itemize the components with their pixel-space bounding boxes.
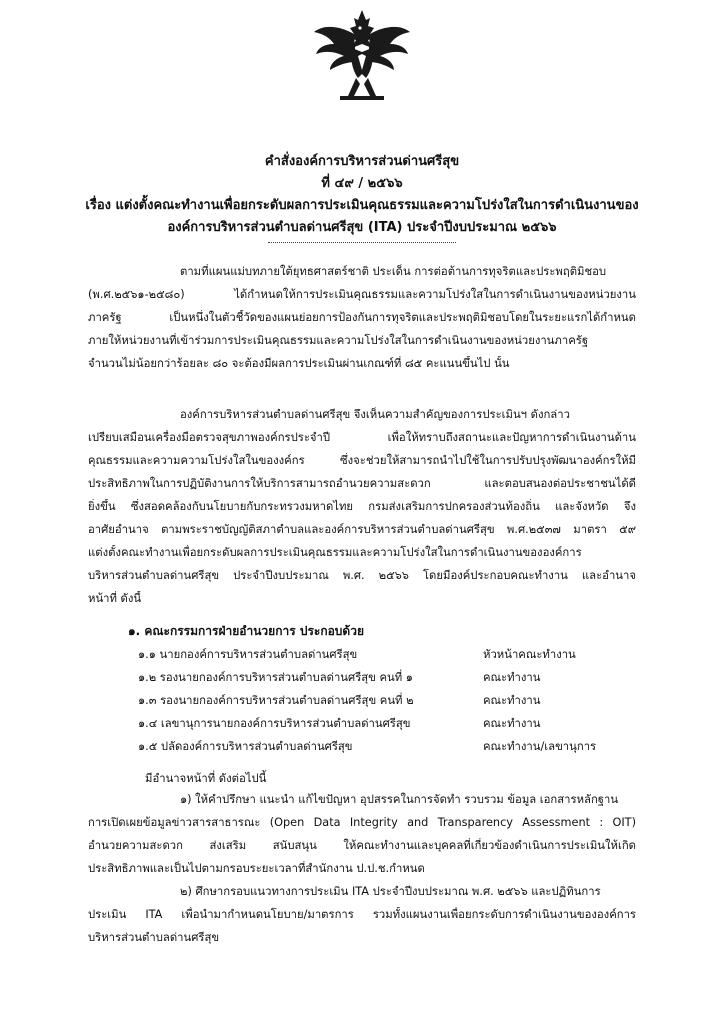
para2-line: ประสิทธิภาพในการปฏิบัติงานการให้บริการสามารถอำนวยความสะดวก และตอบสนองต่อประชาชนได้ดี xyxy=(88,477,636,490)
subject-line-2: องค์การบริหารส่วนตำบลด่านศรีสุข (ITA) ประจำปีงบประมาณ ๒๕๖๖ xyxy=(167,220,557,235)
garuda-emblem xyxy=(310,4,414,104)
para2-line: คุณธรรมและความความโปร่งใสในของงค์กร ซึ่งจะช่วยให้สามารถนำไปใช้ในการปรับปรุงพัฒนาองค์กรให้มี xyxy=(88,454,636,467)
powers-heading: มีอำนาจหน้าที่ ดังต่อไปนี้ xyxy=(145,772,267,785)
order-number: ที่ ๔๙ / ๒๕๖๖ xyxy=(321,176,403,191)
para2-line: แต่งตั้งคณะทำงานเพื่อยกระดับผลการประเมินคุณธรรมและความโปร่งใสในการดำเนินงานขององค์การ xyxy=(88,546,582,559)
para2-line: หน้าที่ ดังนี้ xyxy=(88,592,142,605)
subject-line-1: เรื่อง แต่งตั้งคณะทำงานเพื่อยกระดับผลการประเมินคุณธรรมและความโปร่งใสในการดำเนินงานของ xyxy=(85,198,639,213)
power-1-line: ประสิทธิภาพและเป็นไปตามกรอบระยะเวลาที่สำนักงาน ป.ป.ช.กำหนด xyxy=(88,862,425,875)
para1-line: ภาครัฐ เป็นหนึ่งในตัวชี้วัดของแผนย่อยการป้องกันการทุจริตและประพฤติมิชอบโดยในระยะแรกได้กำหนด xyxy=(88,311,636,324)
power-2-line: ประเมิน ITA เพื่อนำมากำหนดนโยบาย/มาตรการ รวมทั้งแผนงานเพื่อยกระดับการดำเนินงานขององค์การ xyxy=(88,908,636,921)
committee-member-name: ๑.๒ รองนายกองค์การบริหารส่วนตำบลด่านศรีสุข คนที่ ๑ xyxy=(138,671,413,684)
committee-member-role: คณะทำงาน xyxy=(483,717,541,730)
committee-member-role: คณะทำงาน/เลขานุการ xyxy=(483,740,597,753)
section-1-heading: ๑. คณะกรรมการฝ่ายอำนวยการ ประกอบด้วย xyxy=(128,624,364,638)
power-2-line: บริหารส่วนตำบลด่านศรีสุข xyxy=(88,931,220,944)
power-2-line: ๒) ศึกษากรอบแนวทางการประเมิน ITA ประจำปีงบประมาณ พ.ศ. ๒๕๖๖ และปฏิทินการ xyxy=(180,885,601,898)
committee-member-name: ๑.๕ ปลัดองค์การบริหารส่วนตำบลด่านศรีสุข xyxy=(138,740,353,753)
para2-line: ยิ่งขึ้น ซึ่งสอดคล้องกับนโยบายกับกระทรวงมหาดไทย กรมส่งเสริมการปกครองส่วนท้องถิ่น และจังหวัด จึง xyxy=(88,500,636,513)
committee-member-name: ๑.๓ รองนายกองค์การบริหารส่วนตำบลด่านศรีสุข คนที่ ๒ xyxy=(138,694,414,707)
para2-line: องค์การบริหารส่วนตำบลด่านศรีสุข จึงเห็นความสำคัญของการประเมินฯ ดังกล่าว xyxy=(180,408,570,421)
para2-line: บริหารส่วนตำบลด่านศรีสุข ประจำปีงบประมาณ พ.ศ. ๒๕๖๖ โดยมีองค์ประกอบคณะทำงาน และอำนาจ xyxy=(88,569,636,582)
para2-line: อาศัยอำนาจ ตามพระราชบัญญัติสภาตำบลและองค์การบริหารส่วนตำบลด่านศรีสุข พ.ศ.๒๕๓๗ มาตรา ๕๙ xyxy=(88,523,636,536)
para1-line: (พ.ศ.๒๕๖๑-๒๕๘๐) ได้กำหนดให้การประเมินคุณธรรมและความโปร่งใสในการดำเนินงานของหน่วยงาน xyxy=(88,288,636,301)
para1-line: ตามที่แผนแม่บทภายใต้ยุทธศาสตร์ชาติ ประเด็น การต่อต้านการทุจริตและประพฤติมิชอบ xyxy=(180,265,607,278)
para1-line: ภายให้หน่วยงานที่เข้าร่วมการประเมินคุณธรรมและความโปร่งใสในการดำเนินงานของหน่วยงานภาครัฐ xyxy=(88,334,589,347)
para2-line: เปรียบเสมือนเครื่องมือตรวจสุขภาพองค์กรประจำปี เพื่อให้ทราบถึงสถานะและปัญหาการดำเนินงานด้าน xyxy=(88,431,636,444)
power-1-line: อำนวยความสะดวก ส่งเสริม สนับสนุน ให้คณะทำงานและบุคคลที่เกี่ยวข้องดำเนินการประเมินให้เกิด xyxy=(88,839,636,852)
power-1-line: ๑) ให้คำปรึกษา แนะนำ แก้ไขปัญหา อุปสรรคในการจัดทำ รวบรวม ข้อมูล เอกสารหลักฐาน xyxy=(180,793,619,806)
committee-member-role: คณะทำงาน xyxy=(483,694,541,707)
committee-member-role: คณะทำงาน xyxy=(483,671,541,684)
para1-line: จำนวนไม่น้อยกว่าร้อยละ ๘๐ จะต้องมีผลการประเมินผ่านเกณฑ์ที่ ๘๕ คะแนนขึ้นไป นั้น xyxy=(88,357,510,370)
committee-member-name: ๑.๔ เลขานุการนายกองค์การบริหารส่วนตำบลด่านศรีสุข xyxy=(138,717,411,730)
committee-member-role: หัวหน้าคณะทำงาน xyxy=(483,648,576,661)
order-title: คำสั่งองค์การบริหารส่วนด่านศรีสุข xyxy=(264,154,460,169)
separator-dots xyxy=(268,242,456,243)
power-1-line: การเปิดเผยข้อมูลข่าวสารสาธารณะ (Open Data Integrity and Transparency Assessment : OIT) xyxy=(88,816,636,829)
committee-member-name: ๑.๑ นายกองค์การบริหารส่วนตำบลด่านศรีสุข xyxy=(138,648,358,661)
